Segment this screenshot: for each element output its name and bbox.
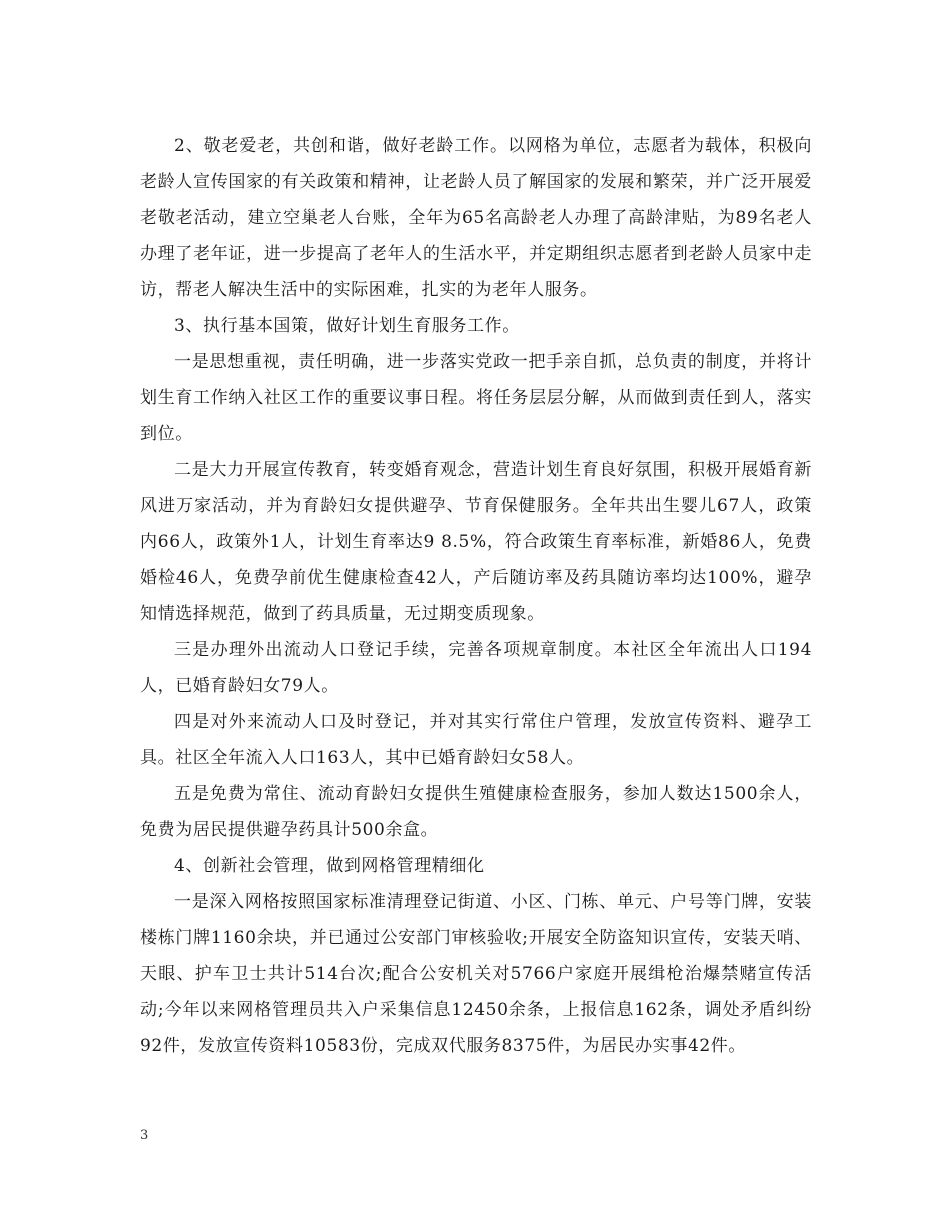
paragraph-elderly-work: 2、敬老爱老，共创和谐，做好老龄工作。以网格为单位，志愿者为载体，积极向老龄人宣传国家的有关政策和精神，让老龄人员了解国家的发展和繁荣，并广泛开展爱老敬老活动，建立空巢老人台账，全年为65名高龄老人办理了高龄津贴，为89名老人办理了老年证，进一步提高了老年人的生活水平，并定期组织志愿者到老龄人员家中走访，帮老人解决生活中的实际困难，扎实的为老年人服务。 [140, 136, 812, 300]
document-body [140, 128, 812, 1064]
paragraph-outflow-population: 三是办理外出流动人口登记手续，完善各项规章制度。本社区全年流出人口194人，已婚育龄妇女79人。 [140, 640, 812, 696]
paragraph-grid-management-detail: 一是深入网格按照国家标准清理登记街道、小区、门栋、单元、户号等门牌，安装楼栋门牌1160余块，并已通过公安部门审核验收;开展安全防盗知识宣传，安装天哨、天眼、护车卫士共计514台次;配合公安机关对5766户家庭开展缉枪治爆禁赌宣传活动;今年以来网格管理员共入户采集信息12450余条，上报信息162条，调处矛盾纠纷92件，发放宣传资料10583份，完成双代服务8375件，为居民办实事42件。 [140, 892, 812, 1056]
paragraph-publicity-education: 二是大力开展宣传教育，转变婚育观念，营造计划生育良好氛围，积极开展婚育新风进万家活动，并为育龄妇女提供避孕、节育保健服务。全年共出生婴儿67人，政策内66人，政策外1人，计划生育率达9 8.5%，符合政策生育率标准，新婚86人，免费婚检46人，免费孕前优生健康检查42人，产后随访率及药具随访率均达100%，避孕知情选择规范，做到了药具质量，无过期变质现象。 [140, 460, 812, 624]
paragraph-grid-management-heading: 4、创新社会管理，做到网格管理精细化 [174, 856, 485, 876]
paragraph-health-check: 五是免费为常住、流动育龄妇女提供生殖健康检查服务，参加人数达1500余人，免费为居民提供避孕药具计500余盒。 [140, 784, 812, 840]
paragraph-inflow-population: 四是对外来流动人口及时登记，并对其实行常住户管理，发放宣传资料、避孕工具。社区全年流入人口163人，其中已婚育龄妇女58人。 [140, 712, 812, 768]
paragraph-responsibility: 一是思想重视，责任明确，进一步落实党政一把手亲自抓，总负责的制度，并将计划生育工作纳入社区工作的重要议事日程。将任务层层分解，从而做到责任到人，落实到位。 [140, 352, 812, 444]
page-number: 3 [140, 1128, 149, 1143]
paragraph-family-planning-heading: 3、执行基本国策，做好计划生育服务工作。 [174, 316, 520, 336]
